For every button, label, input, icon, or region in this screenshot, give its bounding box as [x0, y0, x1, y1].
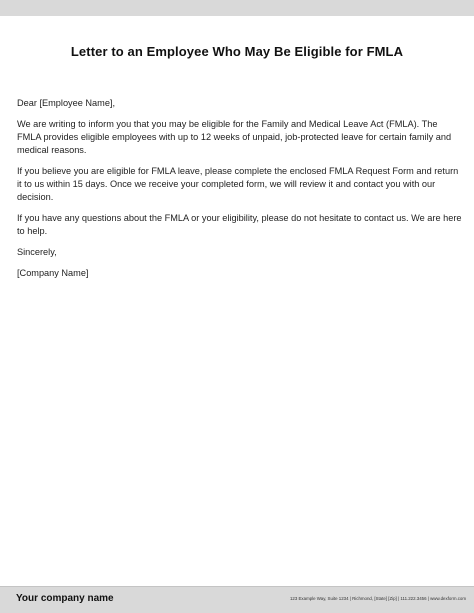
footer-divider	[0, 586, 474, 587]
letter-title: Letter to an Employee Who May Be Eligible for FMLA	[70, 44, 404, 59]
closing: Sincerely,	[17, 247, 57, 257]
paragraph-3: If you have any questions about the FMLA or your eligibility, please do not hesitate to contact us. We are here to help.	[17, 213, 462, 236]
signature: [Company Name]	[17, 268, 89, 278]
salutation: Dear [Employee Name],	[17, 98, 116, 108]
paragraph-2: If you believe you are eligible for FMLA leave, please complete the enclosed FMLA Request Form and return it to us within 15 days. Once we receive your completed form, we will review it and contact you with our decision.	[17, 166, 459, 202]
footer-address: 123 Example Way, Suite 1234 | Richmond, [State] [Zip] | 111.222.3456 | www.dexform.com	[289, 596, 466, 601]
header-band	[0, 0, 474, 16]
letter-body	[17, 97, 463, 288]
paragraph-1: We are writing to inform you that you may be eligible for the Family and Medical Leave Act (FMLA). The FMLA provides eligible employees with up to 12 weeks of unpaid, job-protected leave for certain family and medical reasons.	[17, 119, 452, 155]
footer-company-name: Your company name	[16, 593, 114, 604]
